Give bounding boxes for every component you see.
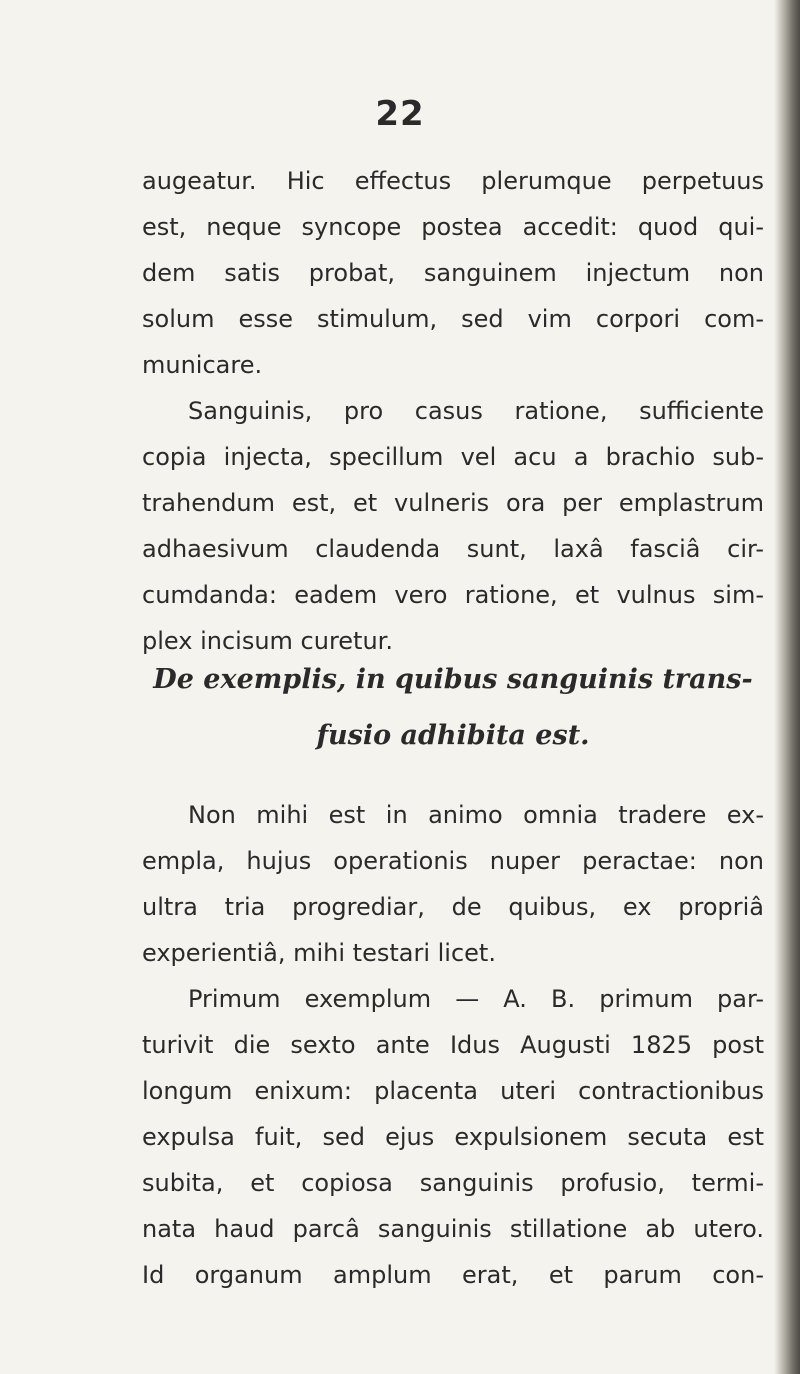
text-line: longum enixum: placenta uteri contractionibus (142, 1077, 764, 1105)
paragraph-2 (142, 388, 764, 664)
text-line: cumdanda: eadem vero ratione, et vulnus sim- (142, 581, 764, 609)
text-line: Id organum amplum erat, et parum con- (142, 1261, 764, 1289)
text-line: Primum exemplum — A. B. primum par- (188, 985, 764, 1013)
text-line: ultra tria progrediar, de quibus, ex propriâ (142, 893, 764, 921)
text-line: turivit die sexto ante Idus Augusti 1825 post (142, 1031, 764, 1059)
text-line: adhaesivum claudenda sunt, laxâ fasciâ cir- (142, 535, 764, 563)
text-line: municare. (142, 351, 263, 379)
text-line: expulsa fuit, sed ejus expulsionem secuta est (142, 1123, 764, 1151)
text-line: est, neque syncope postea accedit: quod qui- (142, 213, 764, 241)
text-line: empla, hujus operationis nuper peractae: non (142, 847, 764, 875)
text-line: Non mihi est in animo omnia tradere ex- (188, 801, 764, 829)
section-heading (142, 652, 764, 764)
text-line: Sanguinis, pro casus ratione, sufficiente (188, 397, 764, 425)
page-number: 22 (375, 94, 425, 134)
text-line: subita, et copiosa sanguinis profusio, termi- (142, 1169, 764, 1197)
text-line: experientiâ, mihi testari licet. (142, 939, 496, 967)
paragraph-3 (142, 792, 764, 976)
text-line: copia injecta, specillum vel acu a brachio sub- (142, 443, 764, 471)
text-line: plex incisum curetur. (142, 627, 393, 655)
text-line: dem satis probat, sanguinem injectum non (142, 259, 764, 287)
text-line: trahendum est, et vulneris ora per emplastrum (142, 489, 764, 517)
text-line: solum esse stimulum, sed vim corpori com- (142, 305, 764, 333)
text-line: augeatur. Hic effectus plerumque perpetuus (142, 167, 764, 195)
heading-line: De exemplis, in quibus sanguinis trans- (153, 664, 753, 695)
paragraph-1 (142, 158, 764, 388)
text-line: nata haud parcâ sanguinis stillatione ab utero. (142, 1215, 764, 1243)
paragraph-4 (142, 976, 764, 1298)
page-edge-shadow (774, 0, 800, 1374)
heading-line: fusio adhibita est. (316, 720, 590, 751)
